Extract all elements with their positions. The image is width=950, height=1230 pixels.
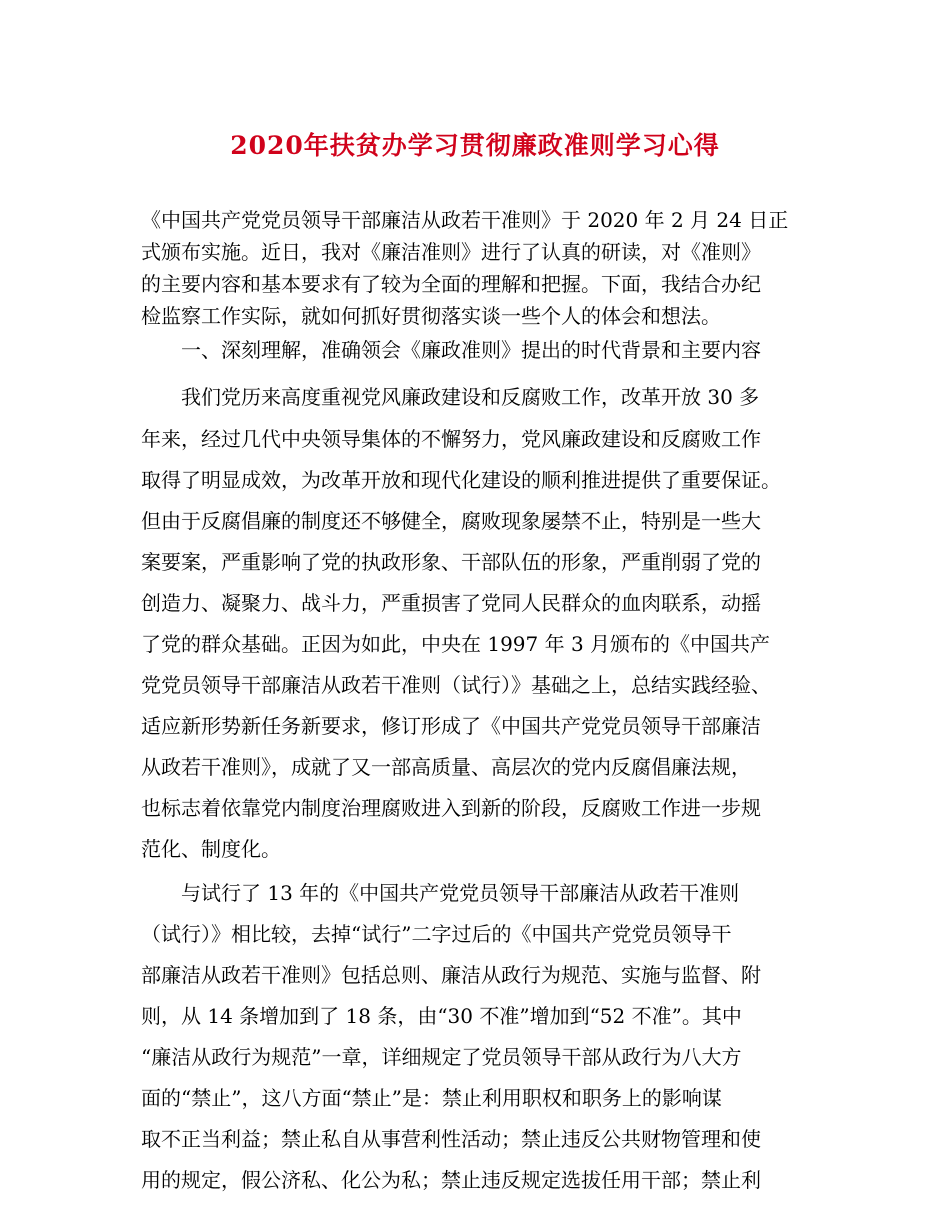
body-line: 的主要内容和基本要求有了较为全面的理解和把握。下面，我结合办纪: [141, 272, 761, 296]
body-line: 案要案，严重影响了党的执政形象、干部队伍的形象，严重削弱了党的: [141, 550, 761, 574]
document-title: 2020年扶贫办学习贯彻廉政准则学习心得: [230, 131, 720, 160]
body-line: 取不正当利益；禁止私自从事营利性活动；禁止违反公共财物管理和使: [141, 1127, 761, 1151]
body-line: 也标志着依靠党内制度治理腐败进入到新的阶段，反腐败工作进一步规: [141, 796, 761, 820]
body-line: （试行）》相比较，去掉“试行”二字过后的《中国共产党党员领导干: [141, 922, 732, 946]
body-line: 了党的群众基础。正因为如此，中央在 1997 年 3 月颁布的《中国共产: [141, 632, 771, 656]
body-line: 检监察工作实际，就如何抓好贯彻落实谈一些个人的体会和想法。: [141, 304, 721, 328]
body-line: 范化、制度化。: [141, 837, 281, 861]
body-line: “廉洁从政行为规范”一章，详细规定了党员领导干部从政行为八大方: [141, 1045, 742, 1069]
body-line: 我们党历来高度重视党风廉政建设和反腐败工作，改革开放 30 多: [141, 385, 760, 409]
section-heading: 一、深刻理解，准确领会《廉政准则》提出的时代背景和主要内容: [141, 338, 761, 362]
body-line: 面的“禁止”，这八方面“禁止”是：禁止利用职权和职务上的影响谋: [141, 1086, 722, 1110]
body-line: 部廉洁从政若干准则》包括总则、廉洁从政行为规范、实施与监督、附: [141, 963, 761, 987]
body-line: 适应新形势新任务新要求，修订形成了《中国共产党党员领导干部廉洁: [141, 714, 761, 738]
body-line: 《中国共产党党员领导干部廉洁从政若干准则》于 2020 年 2 月 24 日正: [141, 208, 789, 232]
body-line: 与试行了 13 年的《中国共产党党员领导干部廉洁从政若干准则: [141, 881, 740, 905]
body-line: 从政若干准则》，成就了又一部高质量、高层次的党内反腐倡廉法规，: [141, 755, 751, 779]
body-line: 年来，经过几代中央领导集体的不懈努力，党风廉政建设和反腐败工作: [141, 427, 761, 451]
body-line: 创造力、凝聚力、战斗力，严重损害了党同人民群众的血肉联系，动摇: [141, 591, 761, 615]
body-line: 用的规定，假公济私、化公为私；禁止违反规定选拔任用干部；禁止利: [141, 1168, 761, 1192]
body-line: 但由于反腐倡廉的制度还不够健全，腐败现象屡禁不止，特别是一些大: [141, 509, 761, 533]
body-line: 党党员领导干部廉洁从政若干准则（试行）》基础之上，总结实践经验、: [141, 673, 771, 697]
body-line: 取得了明显成效，为改革开放和现代化建设的顺利推进提供了重要保证。: [141, 468, 781, 492]
body-line: 式颁布实施。近日，我对《廉洁准则》进行了认真的研读，对《准则》: [141, 240, 761, 264]
body-line: 则，从 14 条增加到了 18 条，由“30 不准”增加到“52 不准”。其中: [141, 1004, 742, 1028]
